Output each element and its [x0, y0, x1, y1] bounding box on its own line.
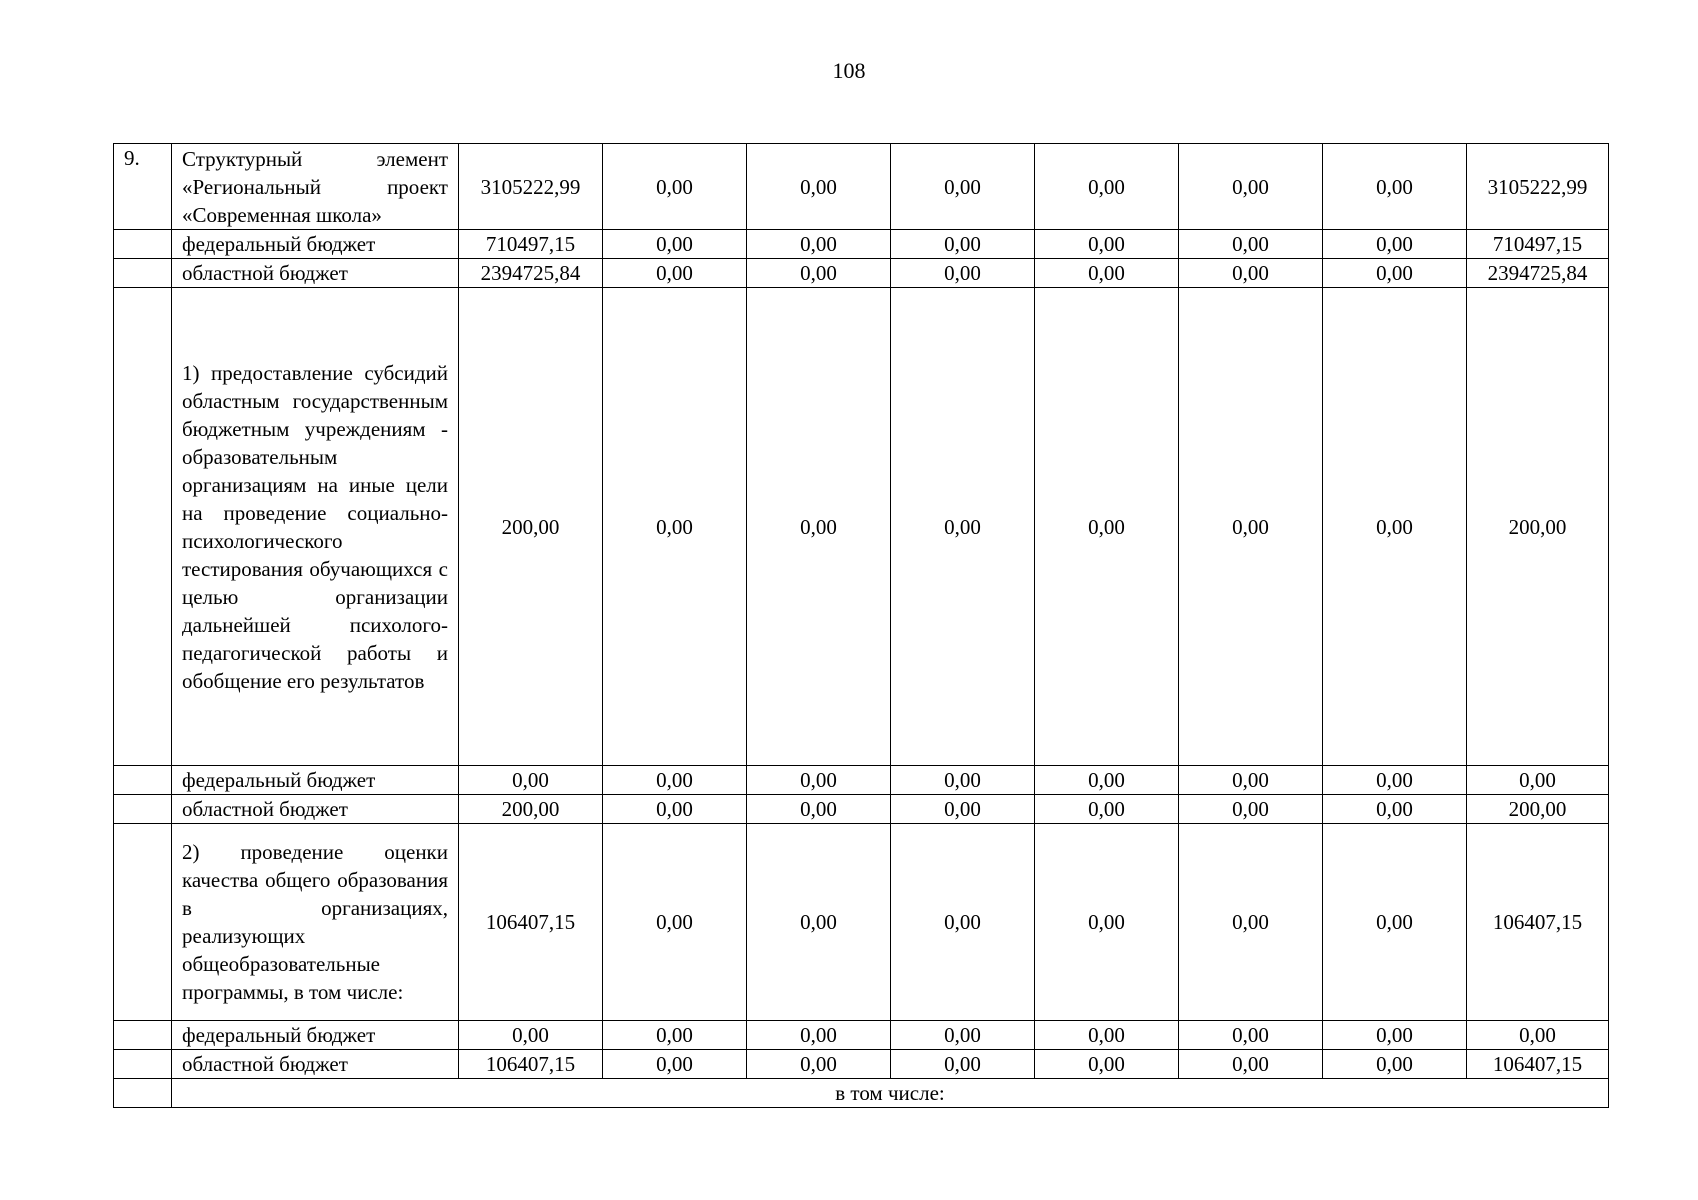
row-number-cell [114, 1050, 172, 1079]
value-cell: 106407,15 [1467, 1050, 1609, 1079]
value-cell: 0,00 [603, 1050, 747, 1079]
value-cell: 0,00 [603, 795, 747, 824]
value-cell: 0,00 [747, 795, 891, 824]
value-cell: 0,00 [1035, 1021, 1179, 1050]
table-row [114, 1079, 1609, 1108]
value-cell: 200,00 [459, 795, 603, 824]
value-cell: 0,00 [1323, 144, 1467, 230]
row-number-cell [114, 766, 172, 795]
table-row [114, 259, 1609, 288]
budget-source-cell: областной бюджет [172, 259, 459, 288]
value-cell: 0,00 [891, 1021, 1035, 1050]
item-name-cell: 2) проведение оценки качества общего образования в организациях, реализующих общеобразовательные программы, в том числе: [172, 824, 459, 1021]
value-cell: 106407,15 [1467, 824, 1609, 1021]
value-cell: 710497,15 [459, 230, 603, 259]
value-cell: 0,00 [603, 144, 747, 230]
value-cell: 106407,15 [459, 824, 603, 1021]
table-row [114, 288, 1609, 766]
item-name-cell: 1) предоставление субсидий областным государственным бюджетным учреждениям - образовательным организациям на иные цели на проведение социально-психологического тестирования обучающихся с целью организации дальнейшей психолого-педагогической работы и обобщение его результатов [172, 288, 459, 766]
value-cell: 2394725,84 [1467, 259, 1609, 288]
value-cell: 0,00 [747, 230, 891, 259]
table-row [114, 230, 1609, 259]
value-cell: 0,00 [459, 766, 603, 795]
value-cell: 0,00 [1035, 288, 1179, 766]
value-cell: 0,00 [1323, 288, 1467, 766]
budget-source-cell: федеральный бюджет [172, 1021, 459, 1050]
value-cell: 0,00 [1179, 230, 1323, 259]
value-cell: 0,00 [1323, 795, 1467, 824]
value-cell: 0,00 [603, 288, 747, 766]
value-cell: 0,00 [1179, 259, 1323, 288]
budget-table-body [114, 144, 1609, 1108]
row-number-cell [114, 1021, 172, 1050]
value-cell: 0,00 [603, 1021, 747, 1050]
value-cell: 0,00 [1035, 766, 1179, 795]
value-cell: 0,00 [891, 824, 1035, 1021]
value-cell: 0,00 [1035, 1050, 1179, 1079]
table-row [114, 144, 1609, 230]
value-cell: 0,00 [891, 230, 1035, 259]
value-cell: 0,00 [1179, 1050, 1323, 1079]
value-cell: 0,00 [1035, 259, 1179, 288]
row-number-cell [114, 795, 172, 824]
value-cell: 0,00 [747, 259, 891, 288]
value-cell: 0,00 [603, 824, 747, 1021]
value-cell: 0,00 [1035, 230, 1179, 259]
value-cell: 0,00 [1323, 766, 1467, 795]
value-cell: 0,00 [603, 230, 747, 259]
value-cell: 0,00 [1179, 288, 1323, 766]
row-number-cell: 9. [114, 144, 172, 230]
value-cell: 710497,15 [1467, 230, 1609, 259]
value-cell: 0,00 [1467, 1021, 1609, 1050]
value-cell: 0,00 [1035, 824, 1179, 1021]
value-cell: 0,00 [891, 144, 1035, 230]
row-number-cell [114, 1079, 172, 1108]
table-row [114, 824, 1609, 1021]
value-cell: 0,00 [1179, 1021, 1323, 1050]
row-number-cell [114, 824, 172, 1021]
row-number-cell [114, 259, 172, 288]
value-cell: 0,00 [1323, 1021, 1467, 1050]
value-cell: 0,00 [1323, 824, 1467, 1021]
value-cell: 0,00 [1035, 795, 1179, 824]
value-cell: 0,00 [1179, 144, 1323, 230]
item-name-cell: Структурный элемент «Региональный проект «Современная школа» [172, 144, 459, 230]
including-label-cell: в том числе: [172, 1079, 1609, 1108]
value-cell: 0,00 [747, 144, 891, 230]
value-cell: 0,00 [747, 1050, 891, 1079]
value-cell: 0,00 [891, 259, 1035, 288]
row-number-cell [114, 288, 172, 766]
budget-table [113, 143, 1609, 1108]
value-cell: 3105222,99 [1467, 144, 1609, 230]
table-row [114, 1050, 1609, 1079]
budget-source-cell: федеральный бюджет [172, 766, 459, 795]
value-cell: 0,00 [891, 766, 1035, 795]
value-cell: 0,00 [1179, 824, 1323, 1021]
value-cell: 0,00 [1179, 795, 1323, 824]
value-cell: 0,00 [603, 766, 747, 795]
value-cell: 200,00 [459, 288, 603, 766]
value-cell: 0,00 [603, 259, 747, 288]
value-cell: 200,00 [1467, 795, 1609, 824]
value-cell: 0,00 [891, 1050, 1035, 1079]
value-cell: 0,00 [891, 288, 1035, 766]
value-cell: 0,00 [747, 766, 891, 795]
table-row [114, 1021, 1609, 1050]
budget-source-cell: федеральный бюджет [172, 230, 459, 259]
value-cell: 0,00 [1323, 259, 1467, 288]
value-cell: 0,00 [459, 1021, 603, 1050]
value-cell: 0,00 [1467, 766, 1609, 795]
budget-source-cell: областной бюджет [172, 1050, 459, 1079]
value-cell: 0,00 [1179, 766, 1323, 795]
value-cell: 0,00 [891, 795, 1035, 824]
table-row [114, 795, 1609, 824]
value-cell: 0,00 [747, 288, 891, 766]
value-cell: 3105222,99 [459, 144, 603, 230]
value-cell: 0,00 [1323, 230, 1467, 259]
table-row [114, 766, 1609, 795]
value-cell: 2394725,84 [459, 259, 603, 288]
value-cell: 0,00 [747, 824, 891, 1021]
budget-source-cell: областной бюджет [172, 795, 459, 824]
value-cell: 0,00 [747, 1021, 891, 1050]
row-number-cell [114, 230, 172, 259]
value-cell: 106407,15 [459, 1050, 603, 1079]
value-cell: 0,00 [1035, 144, 1179, 230]
page-number: 108 [832, 58, 866, 83]
value-cell: 0,00 [1323, 1050, 1467, 1079]
value-cell: 200,00 [1467, 288, 1609, 766]
